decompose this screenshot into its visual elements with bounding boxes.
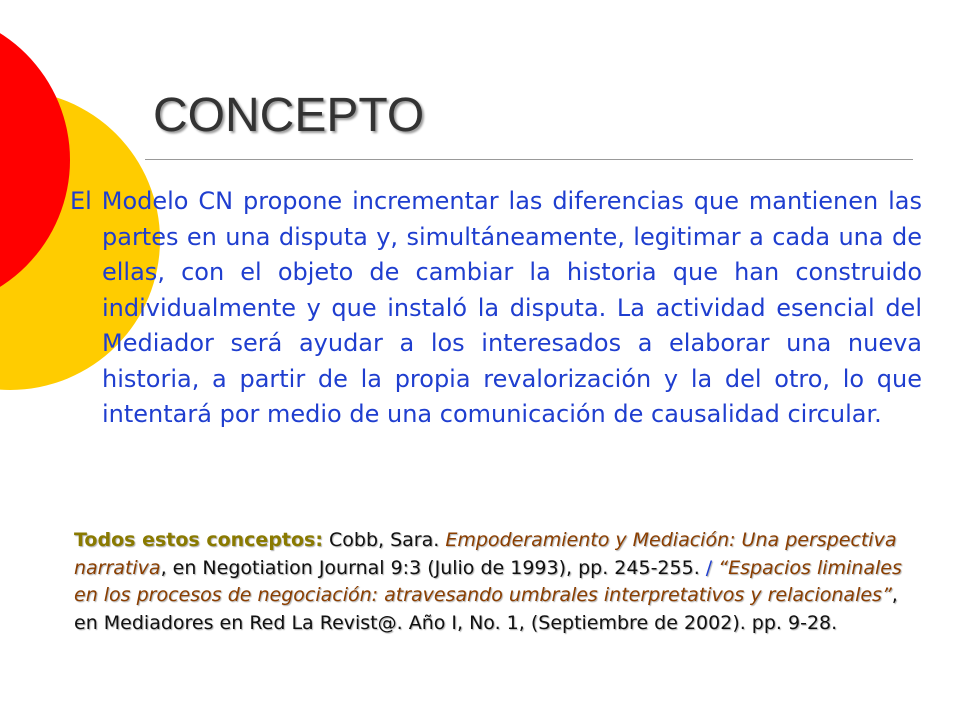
citation-block [74,527,904,637]
citation-label: Todos estos conceptos: [74,529,323,551]
citation-separator: / [705,556,713,579]
citation-author: Cobb, Sara. [322,529,446,551]
slide-title: CONCEPTO [153,89,425,142]
title-divider [145,159,913,160]
citation-work2-source: , en Mediadores en Red La Revist@. Año I, No. 1, (Septiembre de 2002). pp. 9-28. [74,584,898,634]
citation-work1-source: , en Negotiation Journal 9:3 (Julio de 1993), pp. 245-255. [160,556,706,579]
citation-work2-title: “Espacios liminales en los procesos de negociación: atravesando umbrales interpretativos y relacionales” [74,556,902,606]
slide-body-text: El Modelo CN propone incrementar las diferencias que mantienen las partes en una disputa y, simultáneamente, legitimar a cada una de ellas, con el objeto de cambiar la historia que han construido individualmente y que instaló la disputa. La actividad esencial del Mediador será ayudar a los interesados a elaborar una nueva historia, a partir de la propia revalorización y la del otro, lo que intentará por medio de una comunicación de causalidad circular. [70,187,922,428]
citation-work1-title: Empoderamiento y Mediación: Una perspectiva narrativa [74,529,897,579]
